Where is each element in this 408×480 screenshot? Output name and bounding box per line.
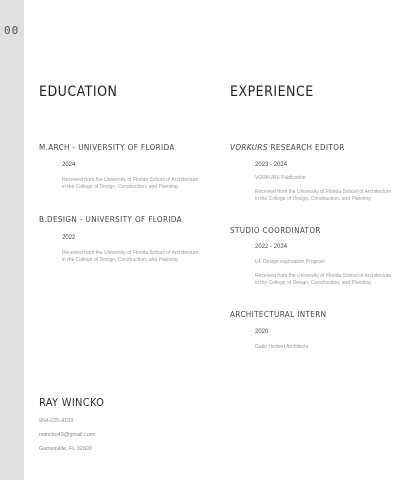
experience-item-title: ARCHITECTURAL INTERN — [230, 310, 327, 319]
contact-email: rwincko40@gmail.com — [39, 432, 95, 438]
education-item-title: M.ARCH - UNIVERSITY OF FLORIDA — [39, 143, 175, 152]
experience-item-year: 2020 — [255, 329, 269, 335]
experience-item-org: VORKURS Publication — [255, 175, 306, 181]
experience-item-title — [230, 143, 345, 152]
experience-item-title: STUDIO COORDINATOR — [230, 226, 321, 235]
experience-title-rest: RESEARCH EDITOR — [267, 143, 345, 152]
experience-item-year: 2023 - 2024 — [255, 162, 288, 168]
experience-item-year: 2022 - 2024 — [255, 244, 288, 250]
education-item-year: 2024 — [62, 162, 76, 168]
experience-item-desc: Received from the University of Florida School of Architecture in the College of Design, Construction, and Planning — [255, 189, 392, 202]
page-number: 00 — [4, 24, 20, 37]
education-item-desc: Received from the University of Florida School of Architecture in the College of Design, Construction, and Planning — [62, 250, 199, 263]
experience-heading: EXPERIENCE — [230, 84, 314, 100]
experience-item-org: Gatio Herbert Architects — [255, 344, 309, 350]
experience-title-emphasis: VORKURS — [230, 143, 268, 152]
education-item-year: 2022 — [62, 235, 76, 241]
experience-item-org: UF Design exploration Program — [255, 259, 326, 265]
contact-name: RAY WINCKO — [39, 396, 105, 409]
contact-phone: 954-225-4103 — [39, 418, 74, 424]
education-item-desc: Received from the University of Florida School of Architecture in the College of Design, Construction, and Planning — [62, 177, 199, 190]
left-sidebar-bar — [0, 0, 24, 480]
contact-location: Gainesville, FL 32603 — [39, 446, 92, 452]
education-heading: EDUCATION — [39, 84, 118, 100]
education-item-title: B.DESIGN - UNIVERSITY OF FLORIDA — [39, 215, 183, 224]
experience-item-desc: Received from the University of Florida School of Architecture in the College of Design, Construction, and Planning — [255, 273, 392, 286]
